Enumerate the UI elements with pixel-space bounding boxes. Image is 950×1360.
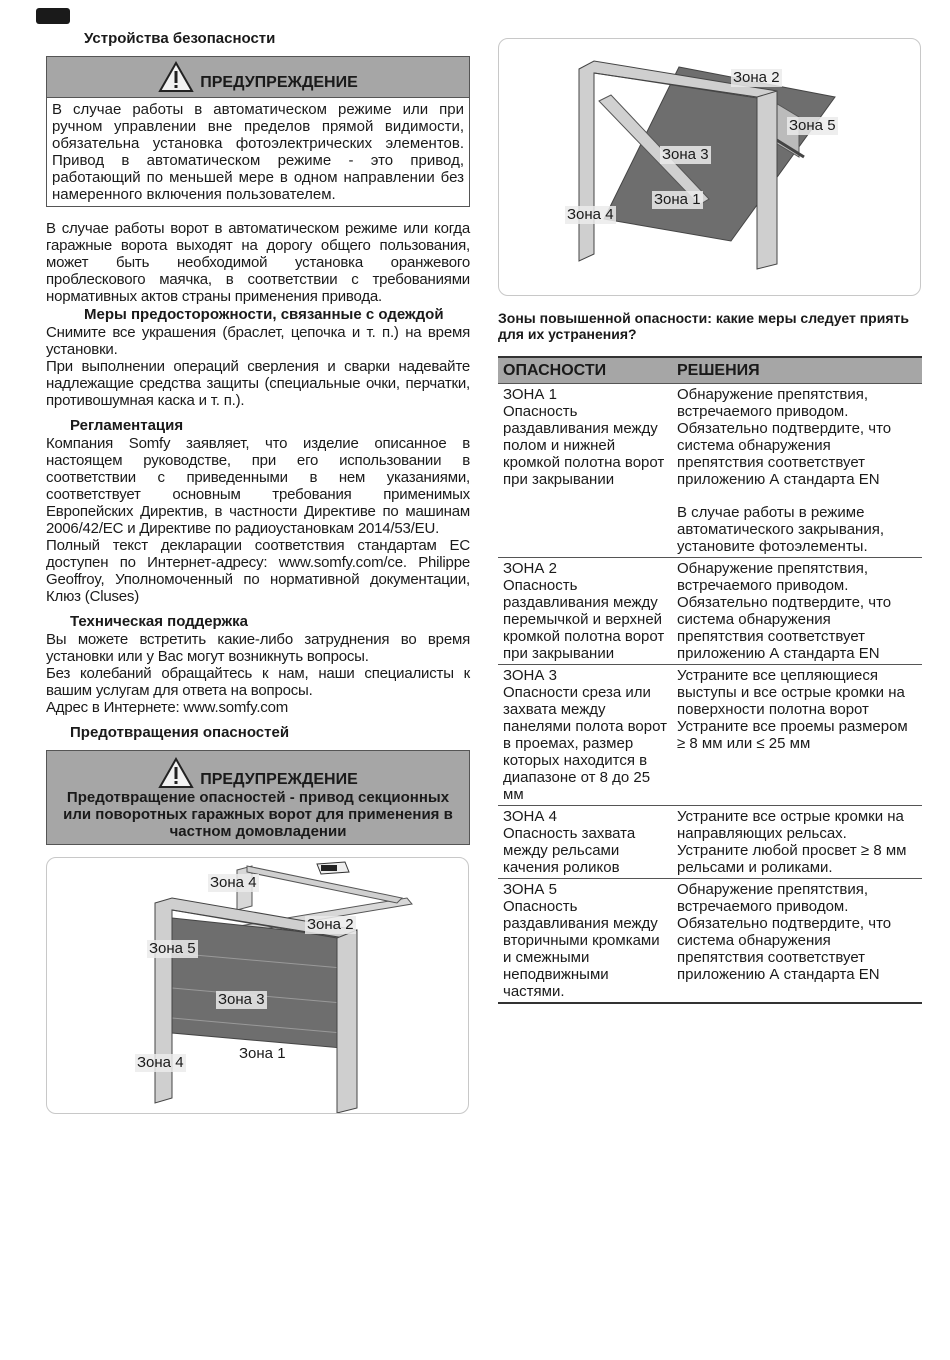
warning-header	[51, 757, 465, 789]
hazard-cell	[498, 665, 672, 806]
zone-name: ЗОНА 4	[503, 808, 557, 825]
tilting-door-illustration	[499, 39, 920, 295]
zone-label: Зона 4	[567, 206, 614, 223]
paragraph-support-1: Вы можете встретить какие-либо затруднения во время установки или у Вас могут возникнуть вопросы.	[46, 631, 470, 665]
paragraph-clothing-2: При выполнении операций сверления и сварки надевайте надлежащие средства защиты (специальные очки, перчатки, противошумная каска и т. п.).	[46, 358, 470, 409]
solution-cell	[672, 384, 922, 558]
hazard-description: Опасность раздавливания между перемычкой и верхней кромкой полотна ворот при закрывании	[503, 577, 665, 662]
hazard-cell	[498, 879, 672, 1004]
hazard-description: Опасности среза или захвата между панелями полота ворот в проемах, размер которых находится в диапазоне от 8 до 25 мм	[503, 684, 667, 803]
solution-text: Обнаружение препятствия, встречаемого приводом. Обязательно подтвердите, что система обнаружения препятствия соответствует приложению А стандарта EN	[677, 881, 892, 983]
left-column	[46, 30, 470, 1114]
hazard-cell	[498, 558, 672, 665]
solution-text: Устраните все цепляющиеся выступы и все острые кромки на поверхности полотна ворот Устраните все проемы размером ≥ 8 мм или ≤ 25 мм	[677, 667, 908, 752]
hazard-table	[498, 356, 922, 1004]
hazard-description: Опасность раздавливания между полом и нижней кромкой полотна ворот при закрывании	[503, 403, 665, 488]
hazard-cell	[498, 806, 672, 879]
zone-label: Зона 1	[239, 1045, 286, 1062]
heading-regulations: Регламентация	[70, 417, 184, 434]
solution-cell	[672, 879, 922, 1004]
warning-header	[47, 57, 469, 98]
figure-tilting-door	[498, 38, 921, 296]
paragraph-regulations-1: Компания Somfy заявляет, что изделие описанное в настоящем руководстве, при его использовании в соответствии с приведенными в нем указаниями, соответствует основным требования применимых Европейских Директив, в частности Директиве по машинам 2006/42/EC и Директиве по радиоустановкам 2014/53/EU.	[46, 435, 470, 537]
sectional-door-illustration	[47, 858, 468, 1113]
warning-subtitle: Предотвращение опасностей - привод секционных или поворотных гаражных ворот для применения в частном домовладении	[63, 789, 453, 840]
table-row	[498, 558, 922, 665]
heading-hazard-prevention: Предотвращения опасностей	[70, 724, 290, 741]
warning-body: В случае работы в автоматическом режиме или при ручном управлении вне пределов прямой видимости, обязательна установка фотоэлектрических элементов. Привод в автоматическом режиме - это привод, работающий по меньшей мере в одном направлении без намеренного включения пользователем.	[52, 101, 464, 203]
table-row	[498, 384, 922, 558]
heading-clothing: Меры предосторожности, связанные с одеждой	[84, 306, 444, 323]
zone-label: Зона 4	[137, 1054, 184, 1071]
zone-label: Зона 5	[789, 117, 836, 134]
warning-title: ПРЕДУПРЕЖДЕНИЕ	[200, 74, 358, 91]
page-tab-marker	[36, 8, 70, 24]
warning-box-private-use	[46, 750, 470, 845]
heading-safety-devices: Устройства безопасности	[84, 30, 276, 47]
zone-label: Зона 4	[210, 874, 257, 891]
zone-name: ЗОНА 3	[503, 667, 557, 684]
figure-sectional-door	[46, 857, 469, 1114]
solution-cell	[672, 806, 922, 879]
heading-support: Техническая поддержка	[70, 613, 249, 630]
column-header-hazards: ОПАСНОСТИ	[498, 357, 672, 384]
zone-label: Зона 5	[149, 940, 196, 957]
warning-triangle-icon	[158, 757, 194, 789]
solution-text: Устраните все острые кромки на направляющих рельсах. Устраните любой просвет ≥ 8 мм рельсами и роликами.	[677, 808, 907, 876]
zone-name: ЗОНА 1	[503, 386, 557, 403]
paragraph-regulations-2: Полный текст декларации соответствия стандартам ЕС доступен по Интернет-адресу: www.somfy.com/ce. Philippe Geoffroy, Уполномоченный по нормативной документации, Клюз (Cluses)	[46, 537, 470, 605]
solution-text: Обнаружение препятствия, встречаемого приводом. Обязательно подтвердите, что система обнаружения препятствия соответствует приложению А стандарта EN	[677, 386, 892, 488]
paragraph-orange-lamp: В случае работы ворот в автоматическом режиме или когда гаражные ворота выходят на дорогу общего пользования, может быть необходимой установка оранжевого проблескового маячка, в соответствии с требованиями нормативных актов страны применения привода.	[46, 220, 470, 305]
warning-title: ПРЕДУПРЕЖДЕНИЕ	[200, 771, 358, 788]
hazard-description: Опасность захвата между рельсами качения роликов	[503, 825, 636, 876]
warning-box-photocells	[46, 56, 470, 207]
zone-name: ЗОНА 5	[503, 881, 557, 898]
zone-label: Зона 2	[307, 916, 354, 933]
zone-label: Зона 3	[662, 146, 709, 163]
paragraph-clothing-1: Снимите все украшения (браслет, цепочка и т. п.) на время установки.	[46, 324, 470, 358]
table-row	[498, 665, 922, 806]
hazard-cell	[498, 384, 672, 558]
table-row	[498, 806, 922, 879]
right-column	[498, 38, 922, 1004]
paragraph-support-2: Без колебаний обращайтесь к нам, наши специалисты к вашим услугам для ответа на вопросы.	[46, 665, 470, 699]
solution-cell	[672, 558, 922, 665]
column-header-solutions: РЕШЕНИЯ	[672, 357, 922, 384]
table-row	[498, 879, 922, 1004]
hazard-zones-caption: Зоны повышенной опасности: какие меры следует приять для их устранения?	[498, 310, 909, 342]
zone-label: Зона 2	[733, 69, 780, 86]
hazard-description: Опасность раздавливания между вторичными кромками и смежными неподвижными частями.	[503, 898, 660, 1000]
solution-cell	[672, 665, 922, 806]
warning-triangle-icon	[158, 61, 194, 93]
zone-label: Зона 1	[654, 191, 701, 208]
zone-label: Зона 3	[218, 991, 265, 1008]
zone-name: ЗОНА 2	[503, 560, 557, 577]
solution-text: Обнаружение препятствия, встречаемого приводом. Обязательно подтвердите, что система обнаружения препятствия соответствует приложению А стандарта EN	[677, 560, 892, 662]
solution-text-secondary: В случае работы в режиме автоматического закрывания, установите фотоэлементы.	[677, 504, 884, 555]
table-header-row	[498, 357, 922, 384]
paragraph-support-3: Адрес в Интернете: www.somfy.com	[46, 699, 289, 716]
